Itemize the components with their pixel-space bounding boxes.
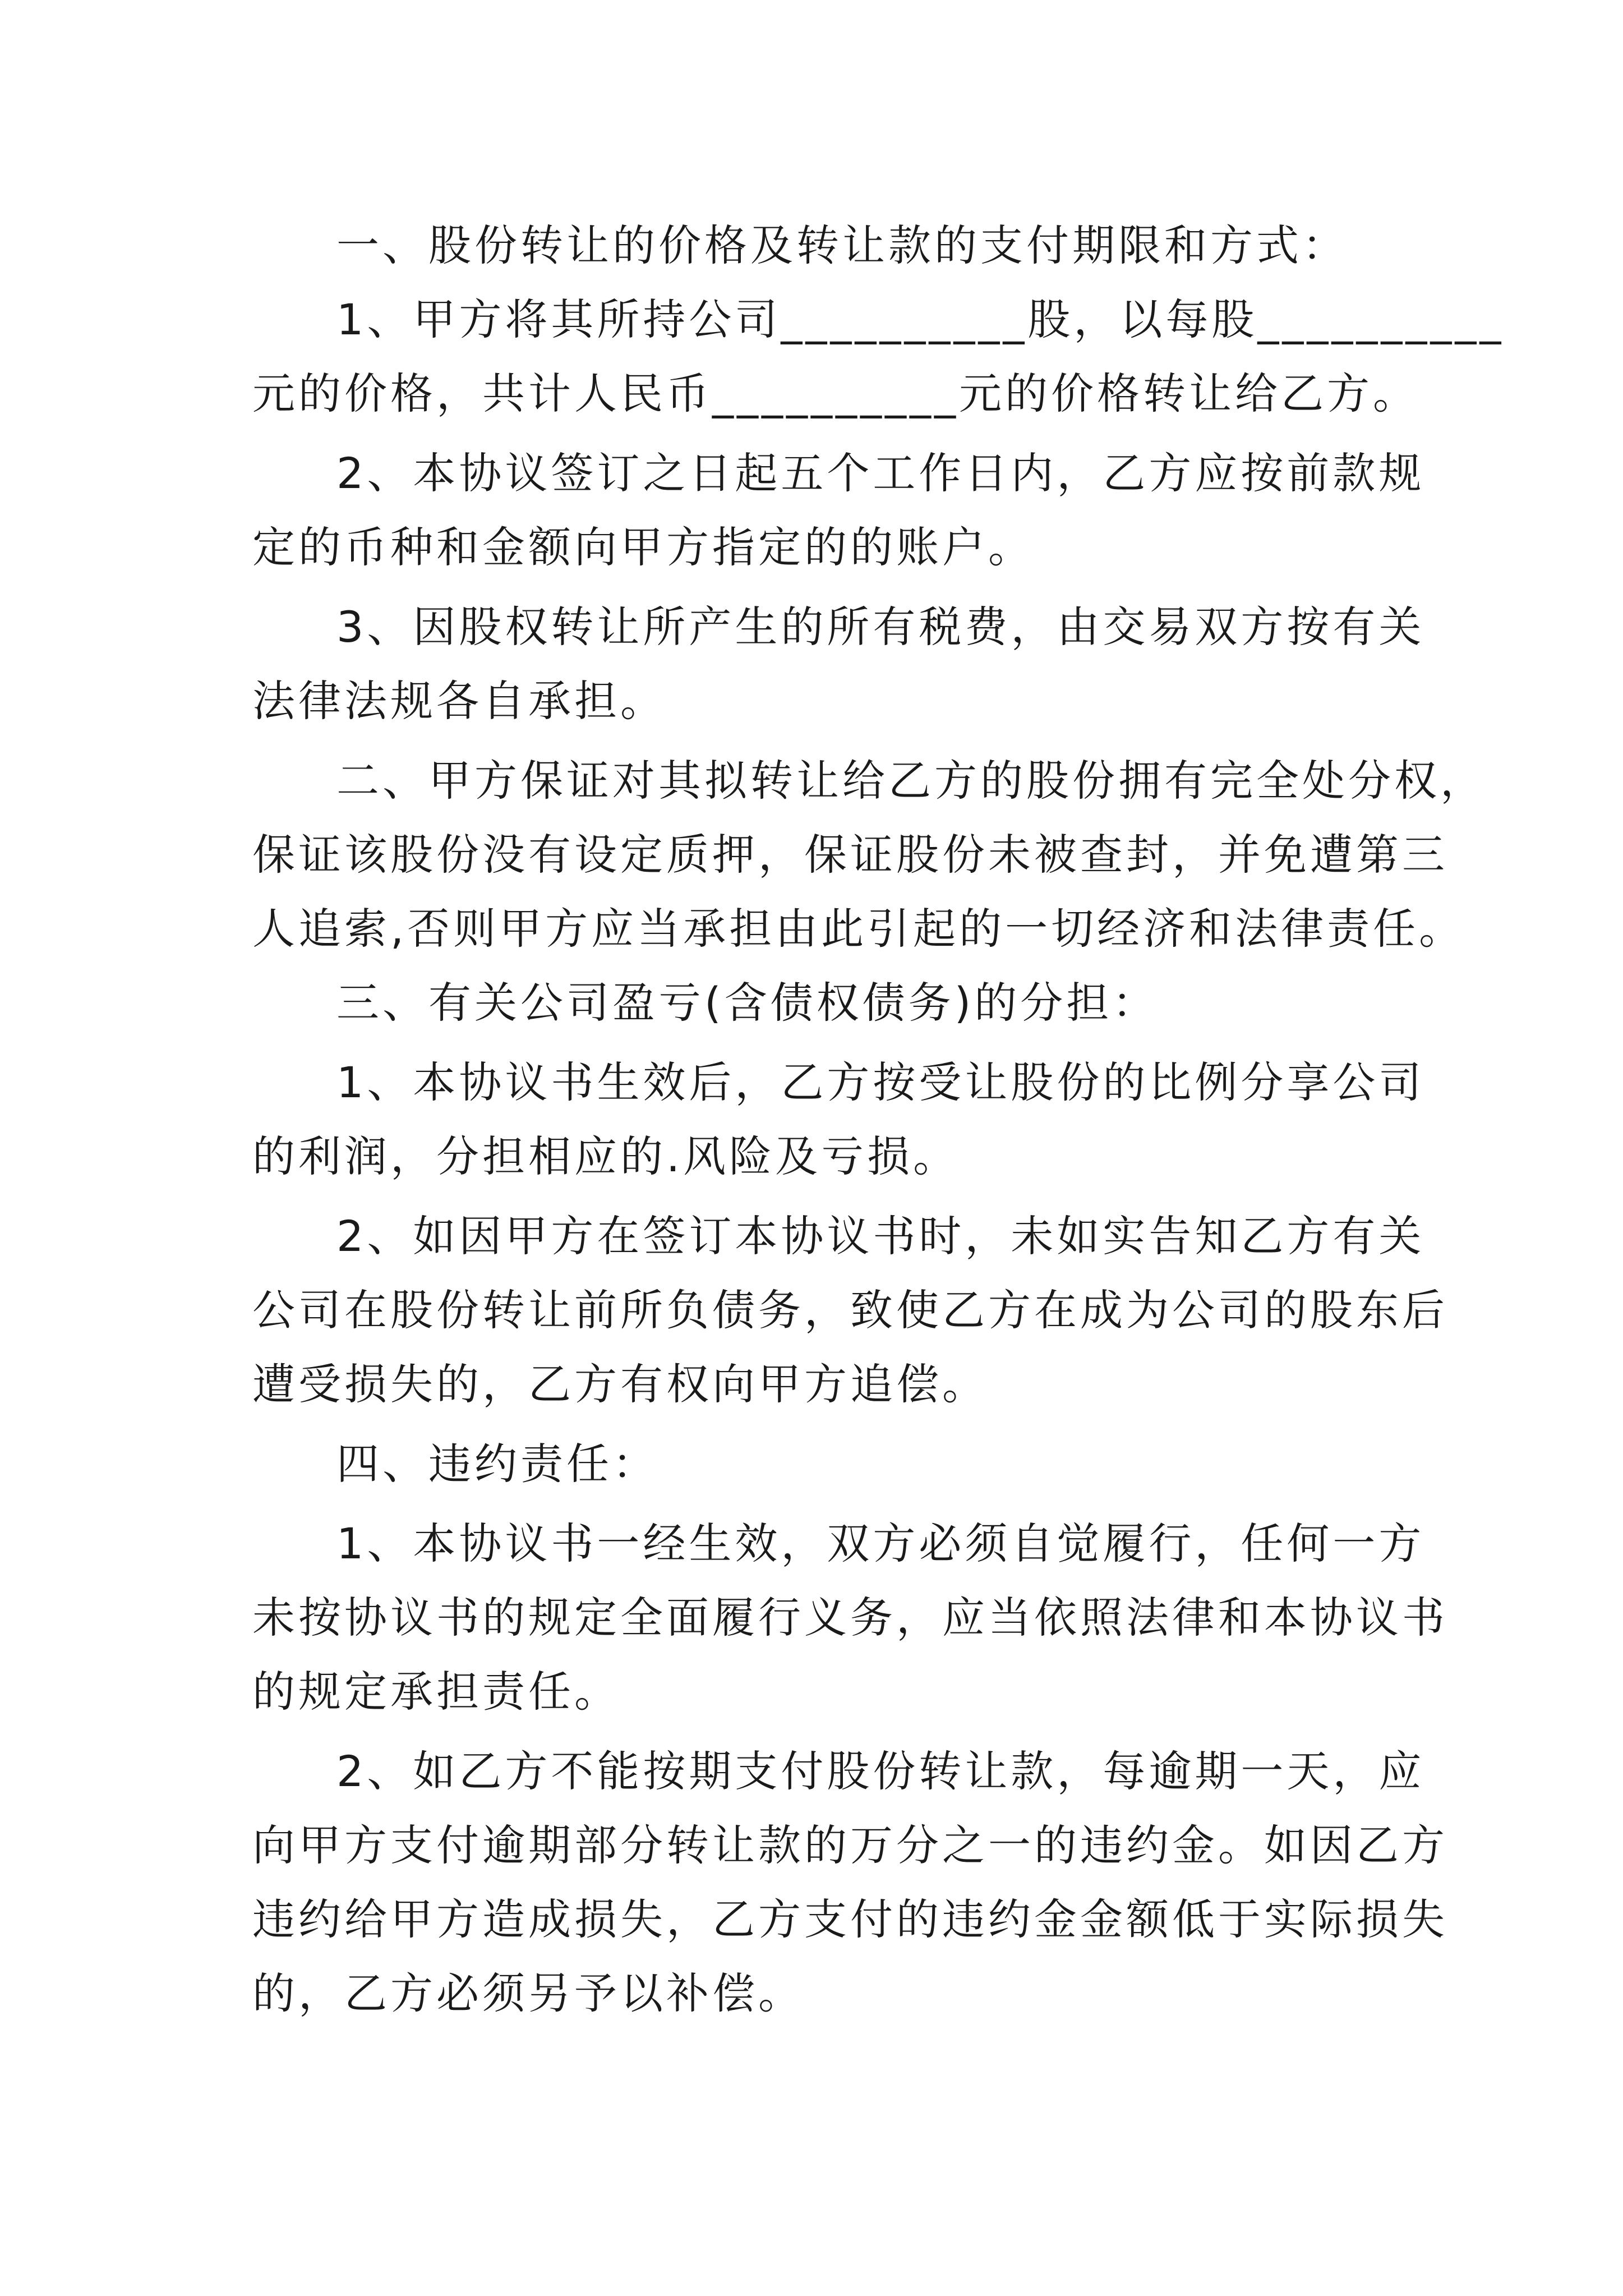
clause-4-1-line-1: 1、本协议书一经生效，双方必须自觉履行，任何一方: [336, 1519, 1425, 1568]
clause-1-2-line-1: 2、本协议签订之日起五个工作日内，乙方应按前款规: [336, 448, 1425, 498]
clause-1-2-line-2: 定的币种和金额向甲方指定的的账户。: [252, 522, 1034, 572]
clause-4-1-line-2: 未按协议书的规定全面履行义务，应当依照法律和本协议书: [252, 1593, 1448, 1642]
section-4-heading: 四、违约责任：: [336, 1439, 658, 1489]
clause-3-2-line-2: 公司在股份转让前所负债务，致使乙方在成为公司的股东后: [252, 1285, 1448, 1335]
clause-3-1-line-2: 的利润，分担相应的.风险及亏损。: [252, 1131, 960, 1181]
section-2-line-1: 二、甲方保证对其拟转让给乙方的股份拥有完全处分权，: [336, 756, 1486, 806]
section-1-heading: 一、股份转让的价格及转让款的支付期限和方式：: [336, 220, 1348, 270]
clause-3-2-line-1: 2、如因甲方在签订本协议书时，未如实告知乙方有关: [336, 1211, 1425, 1261]
clause-4-2-line-3: 违约给甲方造成损失，乙方支付的违约金金额低于实际损失: [252, 1894, 1448, 1944]
clause-1-3-line-1: 3、因股权转让所产生的所有税费，由交易双方按有关: [336, 602, 1425, 652]
section-3-heading: 三、有关公司盈亏(含债权债务)的分担：: [336, 978, 1159, 1028]
clause-1-1-line-2: 元的价格，共计人民币__________元的价格转让给乙方。: [252, 369, 1419, 418]
clause-4-2-line-2: 向甲方支付逾期部分转让款的万分之一的违约金。如因乙方: [252, 1820, 1448, 1870]
clause-3-1-line-1: 1、本协议书生效后，乙方按受让股份的比例分享公司: [336, 1057, 1425, 1107]
clause-4-2-line-1: 2、如乙方不能按期支付股份转让款，每逾期一天，应: [336, 1746, 1425, 1796]
clause-4-2-line-4: 的，乙方必须另予以补偿。: [252, 1968, 804, 2018]
clause-3-2-line-3: 遭受损失的，乙方有权向甲方追偿。: [252, 1359, 988, 1409]
clause-1-1-line-1: 1、甲方将其所持公司__________股，以每股__________: [336, 295, 1505, 344]
section-2-line-2: 保证该股份没有设定质押，保证股份未被查封，并免遭第三: [252, 830, 1448, 880]
clause-4-1-line-3: 的规定承担责任。: [252, 1667, 620, 1717]
section-2-line-3: 人追索,否则甲方应当承担由此引起的一切经济和法律责任。: [252, 904, 1465, 954]
clause-1-3-line-2: 法律法规各自承担。: [252, 676, 666, 726]
